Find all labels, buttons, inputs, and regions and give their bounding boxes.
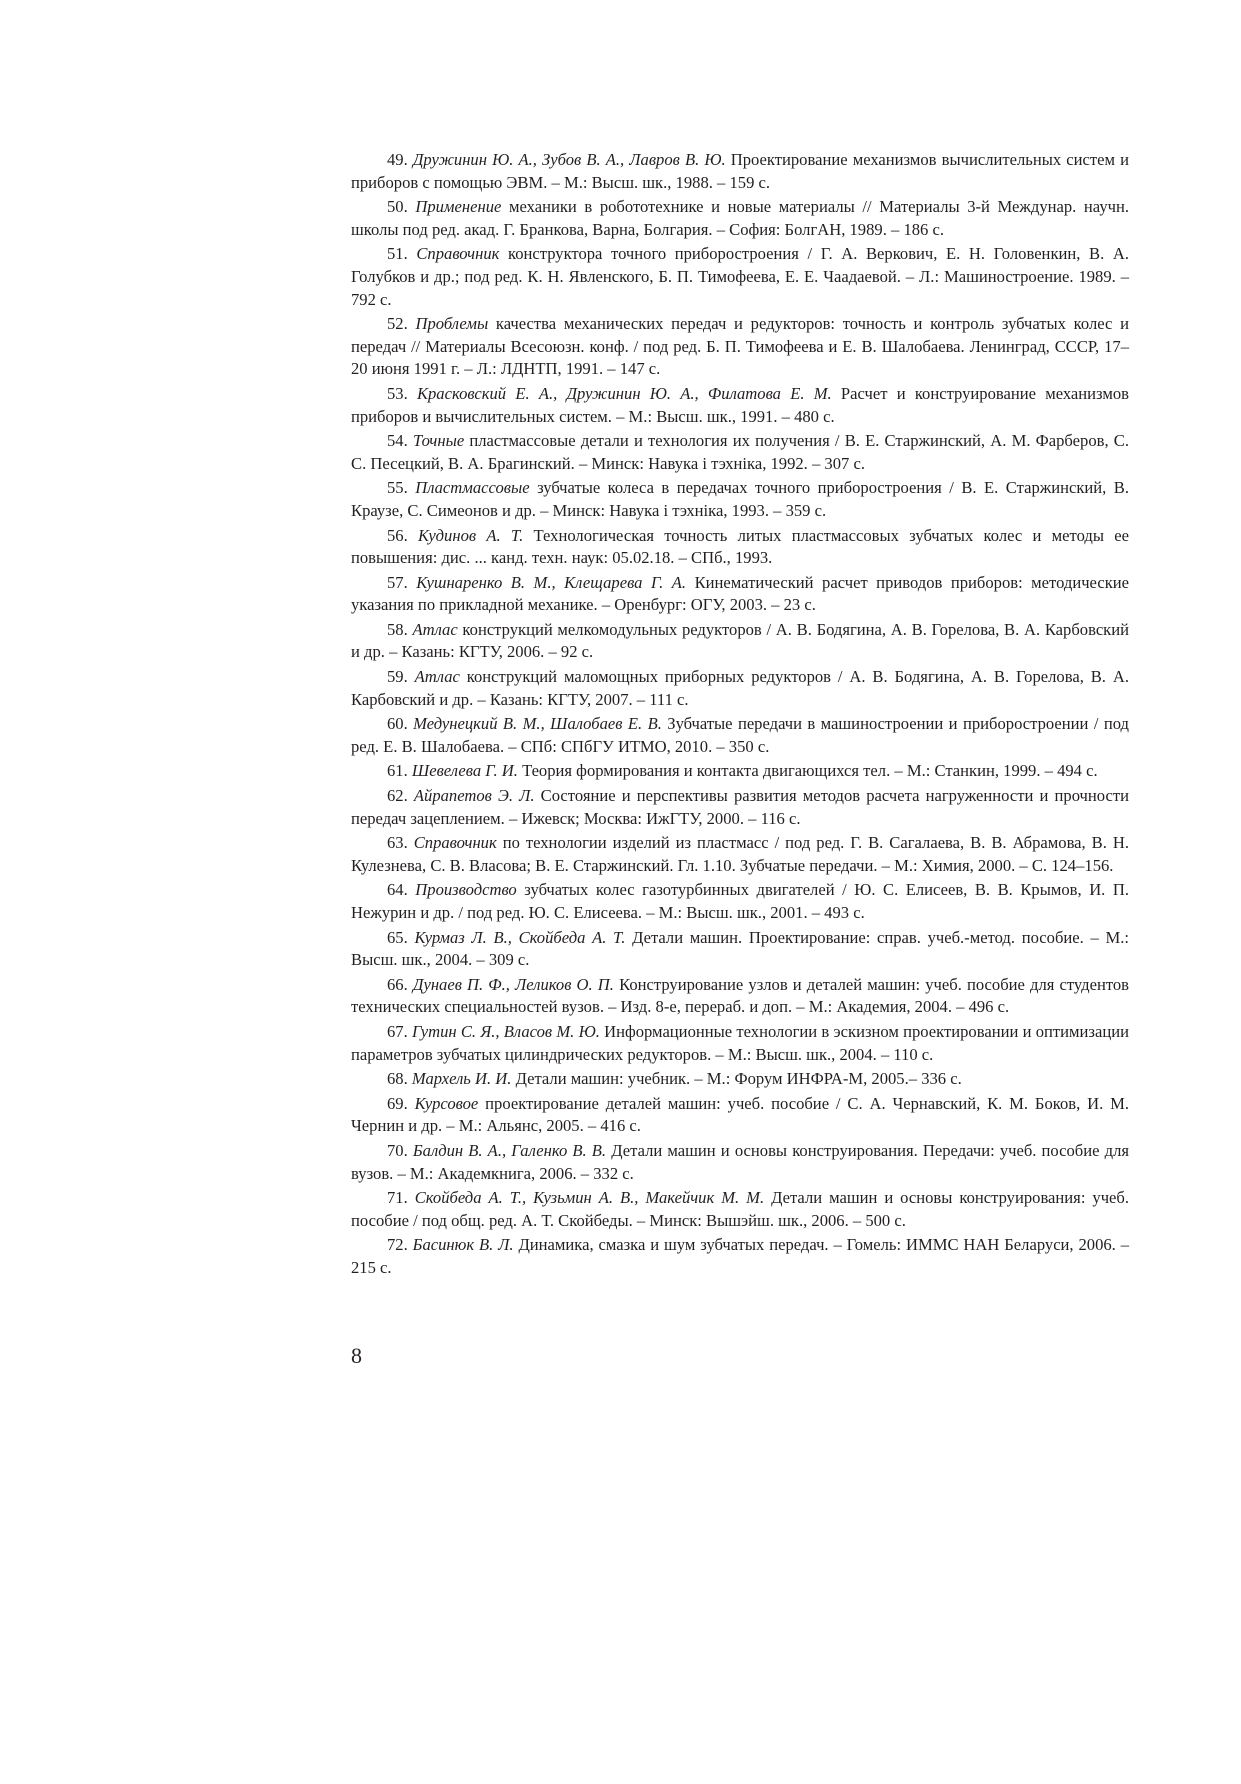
reference-entry: [351, 430, 1129, 475]
reference-number: 65.: [387, 927, 408, 947]
reference-entry: [351, 1068, 1129, 1091]
reference-authors: Курсовое: [414, 1093, 479, 1113]
reference-number: 52.: [387, 314, 408, 334]
reference-authors: Гутин С. Я., Власов М. Ю.: [412, 1021, 600, 1041]
reference-entry: [351, 974, 1129, 1019]
reference-authors: Айрапетов Э. Л.: [413, 786, 535, 806]
reference-text: Технологическая точность литых пластмассовых зубчатых колес и методы ее повышения: дис. ... канд. техн. наук: 05.02.18. – СПб., 1993.: [351, 525, 1129, 568]
reference-authors: Проблемы: [415, 314, 489, 334]
reference-entry: [351, 572, 1129, 617]
reference-authors: Дружинин Ю. А., Зубов В. А., Лавров В. Ю.: [412, 150, 726, 169]
reference-text: Динамика, смазка и шум зубчатых передач. – Гомель: ИММС НАН Беларуси, 2006. – 215 с.: [351, 1235, 1130, 1277]
reference-text: Конструирование узлов и деталей машин: учеб. пособие для студентов технических специальностей вузов. – Изд. 8-е, перераб. и доп. – М.: Академия, 2004. – 496 с.: [351, 974, 1130, 1017]
reference-entry: [351, 666, 1129, 711]
reference-text: конструкций маломощных приборных редукторов / А. В. Бодягина, А. В. Горелова, В. А. Карбовский и др. – Казань: КГТУ, 2007. – 111 с.: [351, 667, 1129, 709]
reference-entry: [351, 477, 1129, 522]
reference-number: 63.: [387, 833, 408, 853]
reference-entry: [351, 1140, 1129, 1185]
reference-authors: Атлас: [412, 619, 458, 639]
reference-number: 50.: [387, 197, 408, 217]
reference-number: 57.: [387, 572, 408, 592]
reference-entry: [351, 713, 1129, 758]
reference-number: 58.: [387, 619, 408, 639]
reference-authors: Справочник: [413, 833, 497, 853]
reference-number: 59.: [387, 667, 408, 687]
reference-entry: [351, 196, 1129, 241]
reference-authors: Пластмассовые: [415, 478, 530, 498]
reference-authors: Дунаев П. Ф., Леликов О. П.: [412, 974, 614, 994]
reference-number: 54.: [387, 431, 408, 451]
reference-entry: [351, 832, 1129, 877]
reference-number: 55.: [387, 478, 408, 498]
reference-entry: [351, 1021, 1129, 1066]
reference-authors: Красковский Е. А., Дружинин Ю. А., Филатова Е. М.: [416, 383, 832, 403]
reference-authors: Басинюк В. Л.: [412, 1235, 514, 1255]
reference-text: Детали машин: учебник. – М.: Форум ИНФРА-М, 2005.– 336 с.: [515, 1069, 962, 1089]
reference-number: 68.: [387, 1069, 408, 1089]
reference-number: 67.: [387, 1021, 408, 1041]
reference-number: 66.: [387, 974, 408, 994]
reference-entry: [351, 785, 1129, 830]
reference-entry: [351, 313, 1129, 381]
reference-text: Информационные технологии в эскизном проектировании и оптимизации параметров зубчатых цилиндрических редукторов. – М.: Высш. шк., 2004. – 110 с.: [351, 1021, 1129, 1064]
reference-number: 53.: [387, 383, 408, 403]
reference-authors: Медунецкий В. М., Шалобаев Е. В.: [413, 714, 662, 734]
reference-number: 69.: [387, 1093, 408, 1113]
reference-authors: Балдин В. А., Галенко В. В.: [412, 1140, 607, 1160]
reference-authors: Мархель И. И.: [411, 1069, 512, 1089]
reference-text: Детали машин и основы конструирования: учеб. пособие / под общ. ред. А. Т. Скойбеды. – Минск: Вышэйш. шк., 2006. – 500 с.: [351, 1188, 1129, 1230]
reference-text: конструкций мелкомодульных редукторов / А. В. Бодягина, А. В. Горелова, В. А. Карбовский и др. – Казань: КГТУ, 2006. – 92 с.: [351, 619, 1130, 662]
reference-number: 60.: [387, 714, 408, 734]
reference-text: Кинематический расчет приводов приборов: методические указания по прикладной механике. – Оренбург: ОГУ, 2003. – 23 с.: [351, 572, 1130, 615]
reference-number: 64.: [387, 880, 408, 900]
reference-authors: Кудинов А. Т.: [418, 525, 524, 545]
reference-text: Детали машин и основы конструирования. Передачи: учеб. пособие для вузов. – М.: Академкнига, 2006. – 332 с.: [351, 1140, 1129, 1183]
reference-number: 62.: [387, 786, 408, 806]
reference-list: [351, 149, 1129, 1282]
reference-entry: [351, 1234, 1129, 1279]
reference-authors: Кушнаренко В. М., Клещарева Г. А.: [416, 572, 687, 592]
reference-text: качества механических передач и редукторов: точность и контроль зубчатых колес и передач // Материалы Всесоюзн. конф. / под ред. Б. П. Тимофеева и Е. В. Шалобаева. Ленинград, СССР, 17–20 июня 1991 г. – Л.: ЛДНТП, 1991. – 147 с.: [351, 314, 1129, 379]
reference-text: зубчатые колеса в передачах точного приборостроения / В. Е. Старжинский, В. Краузе, С. Симеонов и др. – Минск: Навука і тэхніка, 1993. – 359 с.: [351, 478, 1129, 520]
reference-entry: [351, 243, 1129, 311]
reference-entry: [351, 1187, 1129, 1232]
reference-number: 61.: [387, 761, 408, 781]
reference-entry: [351, 383, 1129, 428]
reference-text: механики в робототехнике и новые материалы // Материалы 3-й Междунар. научн. школы под ред. акад. Г. Бранкова, Варна, Болгария. – София: БолгАН, 1989. – 186 с.: [351, 197, 1129, 239]
reference-text: Проектирование механизмов вычислительных систем и приборов с помощью ЭВМ. – М.: Высш. шк., 1988. – 159 с.: [351, 150, 1129, 192]
reference-text: Теория формирования и контакта двигающихся тел. – М.: Станкин, 1999. – 494 с.: [522, 761, 1098, 781]
reference-text: конструктора точного приборостроения / Г. А. Веркович, Е. Н. Головенкин, В. А. Голубков и др.; под ред. К. Н. Явленского, Б. П. Тимофеева, Е. Е. Чаадаевой. – Л.: Машиностроение. 1989. – 792 с.: [351, 244, 1129, 309]
reference-authors: Применение: [415, 197, 502, 217]
reference-text: зубчатых колес газотурбинных двигателей / Ю. С. Елисеев, В. В. Крымов, И. П. Нежурин и др. / под ред. Ю. С. Елисеева. – М.: Высш. шк., 2001. – 493 с.: [351, 880, 1129, 922]
reference-text: Детали машин. Проектирование: справ. учеб.-метод. пособие. – М.: Высш. шк., 2004. – 309 с.: [351, 927, 1129, 970]
reference-text: по технологии изделий из пластмасс / под ред. Г. В. Сагалаева, В. В. Абрамова, В. Н. Кулезнева, С. В. Власова; В. Е. Старжинский. Гл. 1.10. Зубчатые передачи. – М.: Химия, 2000. – С. 124–156.: [351, 833, 1129, 875]
reference-text: Состояние и перспективы развития методов расчета нагруженности и прочности передач зацеплением. – Ижевск; Москва: ИжГТУ, 2000. – 116 с.: [351, 786, 1129, 828]
reference-authors: Точные: [412, 431, 465, 451]
reference-authors: Производство: [415, 880, 517, 900]
reference-number: 71.: [387, 1188, 408, 1208]
reference-text: Расчет и конструирование механизмов приборов и вычислительных систем. – М.: Высш. шк., 1991. – 480 с.: [351, 383, 1130, 426]
reference-number: 56.: [387, 525, 408, 545]
reference-entry: [351, 525, 1129, 570]
reference-authors: Курмаз Л. В., Скойбеда А. Т.: [414, 927, 626, 947]
reference-text: пластмассовые детали и технология их получения / В. Е. Старжинский, А. М. Фарберов, С. С. Песецкий, В. А. Брагинский. – Минск: Навука і тэхніка, 1992. – 307 с.: [351, 431, 1129, 473]
reference-text: проектирование деталей машин: учеб. пособие / С. А. Чернавский, К. М. Боков, И. М. Чернин и др. – М.: Альянс, 2005. – 416 с.: [351, 1093, 1130, 1136]
reference-entry: [351, 760, 1129, 783]
reference-number: 72.: [387, 1235, 408, 1255]
reference-authors: Справочник: [416, 244, 500, 264]
reference-number: 49.: [387, 150, 408, 169]
reference-number: 51.: [387, 244, 408, 264]
reference-entry: [351, 149, 1129, 194]
reference-entry: [351, 879, 1129, 924]
reference-entry: [351, 927, 1129, 972]
reference-authors: Скойбеда А. Т., Кузьмин А. В., Макейчик М. М.: [414, 1188, 765, 1208]
reference-authors: Атлас: [414, 667, 460, 687]
reference-number: 70.: [387, 1140, 408, 1160]
page-number: 8: [351, 1343, 362, 1368]
reference-authors: Шевелева Г. И.: [411, 761, 518, 781]
reference-entry: [351, 1093, 1129, 1138]
reference-text: Зубчатые передачи в машиностроении и приборостроении / под ред. Е. В. Шалобаева. – СПб: СПбГУ ИТМО, 2010. – 350 с.: [351, 714, 1129, 756]
reference-entry: [351, 619, 1129, 664]
